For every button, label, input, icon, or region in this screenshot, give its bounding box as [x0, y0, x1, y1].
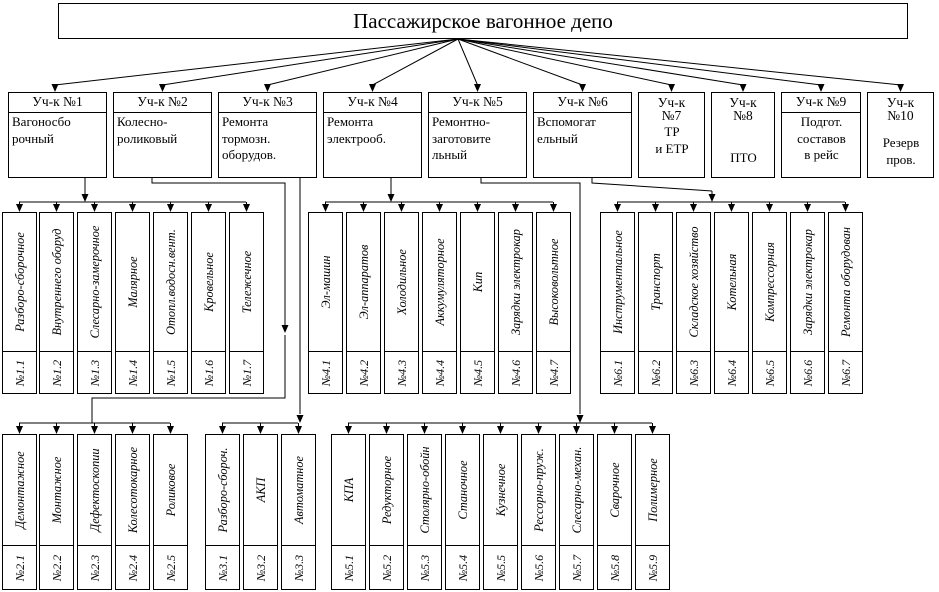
section-name-cell [78, 213, 111, 351]
unit-description: ПТО [730, 150, 757, 165]
section-name-cell [385, 213, 418, 351]
section-box-g2 [2, 434, 37, 590]
section-number-cell [244, 546, 277, 589]
arrow-head [535, 426, 542, 434]
section-box-g6 [600, 212, 635, 394]
unit-box-u8 [711, 92, 775, 178]
section-box-g4 [498, 212, 533, 394]
arrow-head [360, 204, 367, 212]
section-name: Кровельное [201, 252, 216, 312]
section-number: №1.6 [201, 359, 216, 386]
section-name: Ремонта оборудован [838, 226, 853, 338]
unit-box-u1 [8, 92, 107, 178]
section-number: №5.8 [607, 554, 622, 581]
section-number-cell [753, 352, 786, 393]
arrow-head [219, 426, 226, 434]
section-box-g5 [331, 434, 366, 590]
section-name: Компрессорная [762, 242, 777, 322]
section-box-g6 [638, 212, 673, 394]
section-name: Зарядки электрокар [508, 229, 523, 335]
unit-box-u5 [428, 92, 527, 178]
section-number: №5.1 [341, 554, 356, 581]
section-name: Колесотокарное [125, 446, 140, 534]
unit-divider [782, 112, 860, 113]
section-number-cell [446, 546, 479, 589]
section-name-cell [537, 213, 570, 351]
arrow-head [129, 204, 136, 212]
unit-label: Уч-к №8 [729, 95, 757, 123]
section-name-cell [192, 213, 225, 351]
section-number-cell [537, 352, 570, 393]
section-name-cell [154, 213, 187, 351]
arrow-head [52, 84, 59, 92]
section-number: №6.5 [762, 359, 777, 386]
section-number-cell [370, 546, 403, 589]
unit6-branch [592, 178, 712, 191]
section-number: №6.2 [648, 359, 663, 386]
section-name: Монтажное [49, 456, 64, 524]
section-number-cell [522, 546, 555, 589]
arrow-head [159, 84, 166, 92]
section-number: №4.5 [470, 359, 485, 386]
section-number: №5.6 [531, 554, 546, 581]
section-box-g3 [243, 434, 278, 590]
section-name-cell [677, 213, 710, 351]
arrow-head [82, 194, 89, 202]
section-name-cell [753, 213, 786, 351]
section-box-g1 [2, 212, 37, 394]
section-box-g4 [384, 212, 419, 394]
arrow-head [512, 204, 519, 212]
section-number-cell [461, 352, 494, 393]
section-number: №4.7 [546, 359, 561, 386]
arrow-head [91, 204, 98, 212]
section-number-cell [40, 352, 73, 393]
section-number: №1.5 [163, 359, 178, 386]
section-number: №4.2 [356, 359, 371, 386]
arrow-head [709, 194, 716, 202]
unit-description: Ремонта электрооб. [327, 114, 386, 146]
arrow-head [728, 204, 735, 212]
unit-label: Уч-к №3 [242, 94, 293, 109]
arrow-head [53, 204, 60, 212]
section-box-g1 [153, 212, 188, 394]
section-box-g1 [115, 212, 150, 394]
arrow-head [243, 204, 250, 212]
arrow-head [282, 325, 289, 333]
arrow-head [369, 84, 376, 92]
section-number-cell [192, 352, 225, 393]
section-number-cell [116, 352, 149, 393]
section-name: Дефектоскопии [87, 448, 102, 532]
arrow-head [766, 204, 773, 212]
section-number-cell [791, 352, 824, 393]
section-name-cell [639, 213, 672, 351]
section-name: Инструментальное [610, 230, 625, 334]
unit-divider [429, 112, 526, 113]
section-number: №6.3 [686, 359, 701, 386]
section-number: №5.2 [379, 554, 394, 581]
unit-divider [219, 112, 316, 113]
section-name-cell [230, 213, 263, 351]
arrow-head [842, 204, 849, 212]
unit-description: Резерв пров. [882, 135, 920, 167]
section-box-g6 [676, 212, 711, 394]
unit-label: Уч-к №5 [452, 94, 503, 109]
section-number-cell [560, 546, 593, 589]
section-name-cell [116, 213, 149, 351]
section-number: №6.1 [610, 359, 625, 386]
section-number-cell [829, 352, 862, 393]
section-box-g4 [422, 212, 457, 394]
section-name: Слесарно-замерочное [87, 225, 102, 339]
unit-label: Уч-к №7 [657, 95, 686, 123]
arrow-head [649, 426, 656, 434]
unit-label: Уч-к №2 [137, 94, 188, 109]
section-name-cell [636, 435, 669, 545]
arrow-head [16, 204, 23, 212]
unit-label: Уч-к №10 [886, 95, 915, 123]
section-name: Слесарно-механ. [569, 446, 584, 534]
unit-box-u3 [218, 92, 317, 178]
unit-description: Вагоносбо рочный [12, 114, 71, 146]
section-number-cell [3, 352, 36, 393]
arrow-head [91, 426, 98, 434]
section-name-cell [78, 435, 111, 545]
section-number: №4.3 [394, 359, 409, 386]
section-box-g6 [790, 212, 825, 394]
arrow-head [740, 84, 747, 92]
section-number-cell [639, 352, 672, 393]
arrow-head [579, 84, 586, 92]
section-number: №2.2 [49, 554, 64, 581]
section-box-g2 [77, 434, 112, 590]
section-name: Малярное [125, 256, 140, 308]
section-name-cell [791, 213, 824, 351]
section-name-cell [154, 435, 187, 545]
section-number: №4.6 [508, 359, 523, 386]
section-box-g2 [39, 434, 74, 590]
section-number: №1.4 [125, 359, 140, 386]
section-box-g5 [483, 434, 518, 590]
section-number-cell [78, 352, 111, 393]
section-box-g6 [714, 212, 749, 394]
unit-divider [9, 112, 106, 113]
unit-description: Колесно- роликовый [117, 114, 178, 146]
section-name-cell [3, 435, 36, 545]
section-name: Столярно-обойн [417, 446, 432, 534]
section-box-g2 [115, 434, 150, 590]
section-name-cell [332, 435, 365, 545]
unit-box-u4 [323, 92, 422, 178]
section-number: №1.7 [239, 359, 254, 386]
section-box-g1 [39, 212, 74, 394]
section-number: №1.2 [49, 359, 64, 386]
section-name-cell [408, 435, 441, 545]
arrow-head [474, 84, 481, 92]
section-box-g5 [559, 434, 594, 590]
arrow-head [690, 204, 697, 212]
arrow-head [257, 426, 264, 434]
section-number-cell [598, 546, 631, 589]
arrow-head [459, 426, 466, 434]
arrow-head [652, 204, 659, 212]
section-number-cell [636, 546, 669, 589]
section-name: Станочное [455, 460, 470, 520]
unit-box-u2 [113, 92, 212, 178]
depot-title: Пассажирское вагонное депо [353, 8, 613, 33]
section-name-cell [715, 213, 748, 351]
section-name: Тележечное [239, 250, 254, 314]
arrow-head [804, 204, 811, 212]
section-name-cell [282, 435, 315, 545]
arrow-head [297, 415, 304, 423]
section-box-g5 [635, 434, 670, 590]
arrow-head [577, 415, 584, 423]
section-name: Разборо-сбороч. [215, 447, 230, 533]
section-box-g1 [77, 212, 112, 394]
arrow-head [421, 426, 428, 434]
section-name-cell [347, 213, 380, 351]
section-box-g6 [752, 212, 787, 394]
section-number-cell [154, 352, 187, 393]
section-number-cell [499, 352, 532, 393]
section-number-cell [116, 546, 149, 589]
section-name: АКП [253, 477, 268, 503]
section-number-cell [677, 352, 710, 393]
section-name-cell [461, 213, 494, 351]
section-box-g4 [308, 212, 343, 394]
section-name-cell [829, 213, 862, 351]
section-number: №6.4 [724, 359, 739, 386]
section-name: Демонтажное [12, 451, 27, 529]
section-number: №1.1 [12, 359, 27, 386]
unit-label: Уч-к №1 [32, 94, 83, 109]
unit-description: ТР и ЕТР [655, 124, 689, 156]
section-name: Эл-аппаратов [356, 244, 371, 320]
section-number-cell [282, 546, 315, 589]
section-name-cell [560, 435, 593, 545]
arrow-head [167, 426, 174, 434]
section-name: Холодильное [394, 249, 409, 315]
section-number: №6.6 [800, 359, 815, 386]
arrow-head [53, 426, 60, 434]
section-number-cell [3, 546, 36, 589]
section-name-cell [3, 213, 36, 351]
section-number-cell [715, 352, 748, 393]
section-name: Складское хозяйство [686, 226, 701, 338]
section-number-cell [423, 352, 456, 393]
section-name: Зарядки электрокар [800, 229, 815, 335]
depot-title-box [58, 3, 908, 39]
arrow-head [668, 84, 675, 92]
arrow-head [497, 426, 504, 434]
section-name-cell [484, 435, 517, 545]
arrow-head [550, 204, 557, 212]
arrow-head [614, 204, 621, 212]
section-number-cell [206, 546, 239, 589]
section-number-cell [385, 352, 418, 393]
arrow-head [818, 84, 825, 92]
arrow-head [573, 426, 580, 434]
section-number: №6.7 [838, 359, 853, 386]
section-box-g5 [597, 434, 632, 590]
section-number: №2.5 [163, 554, 178, 581]
section-box-g5 [445, 434, 480, 590]
section-number-cell [230, 352, 263, 393]
section-name: Эл-машин [318, 255, 333, 309]
section-name-cell [423, 213, 456, 351]
section-name-cell [601, 213, 634, 351]
section-number-cell [484, 546, 517, 589]
arrow-head [398, 204, 405, 212]
title-to-unit-u3 [268, 39, 459, 85]
section-number: №5.3 [417, 554, 432, 581]
section-box-g4 [536, 212, 571, 394]
title-to-unit-u5 [458, 39, 478, 85]
section-box-g5 [369, 434, 404, 590]
section-box-g1 [191, 212, 226, 394]
arrow-head [383, 426, 390, 434]
section-box-g5 [521, 434, 556, 590]
arrow-head [264, 84, 271, 92]
section-number-cell [332, 546, 365, 589]
section-name: Высоковольтное [546, 238, 561, 326]
section-name-cell [40, 435, 73, 545]
section-name-cell [309, 213, 342, 351]
title-to-unit-u1 [55, 39, 458, 85]
section-name: Разборо-сборочное [12, 232, 27, 332]
section-number-cell [601, 352, 634, 393]
arrow-head [129, 426, 136, 434]
arrow-head [474, 204, 481, 212]
section-name-cell [522, 435, 555, 545]
section-box-g5 [407, 434, 442, 590]
section-number: №3.1 [215, 554, 230, 581]
unit-description: Подгот. составов в рейс [797, 114, 846, 162]
section-name-cell [499, 213, 532, 351]
section-name: Автоматное [291, 456, 306, 524]
arrow-head [295, 426, 302, 434]
section-name: Редукторное [379, 455, 394, 525]
unit-description: Ремонтно- заготовите льный [432, 114, 491, 162]
arrow-head [345, 426, 352, 434]
unit-box-u7 [638, 92, 705, 178]
section-name-cell [206, 435, 239, 545]
section-box-g1 [229, 212, 264, 394]
unit-divider [114, 112, 211, 113]
section-number-cell [78, 546, 111, 589]
section-box-g2 [153, 434, 188, 590]
section-name-cell [116, 435, 149, 545]
unit-description: Ремонта тормозн. оборудов. [222, 114, 277, 162]
title-to-unit-u2 [163, 39, 459, 85]
arrow-head [388, 194, 395, 202]
section-number: №3.2 [253, 554, 268, 581]
section-name: Сварочное [607, 462, 622, 518]
section-name: Транспорт [648, 253, 663, 311]
section-name-cell [40, 213, 73, 351]
section-name: Кип [470, 271, 485, 293]
section-name: Отопл.водосн.вент. [163, 229, 178, 335]
section-number: №5.4 [455, 554, 470, 581]
section-box-g3 [205, 434, 240, 590]
section-number: №2.4 [125, 554, 140, 581]
arrow-head [322, 204, 329, 212]
section-box-g3 [281, 434, 316, 590]
section-number-cell [347, 352, 380, 393]
section-name: Рессорно-пруж. [531, 448, 546, 532]
section-name-cell [598, 435, 631, 545]
section-name-cell [370, 435, 403, 545]
section-name: КПА [341, 477, 356, 503]
arrow-head [16, 426, 23, 434]
unit-divider [534, 112, 631, 113]
section-number-cell [154, 546, 187, 589]
section-number: №4.4 [432, 359, 447, 386]
title-to-unit-u10 [458, 39, 901, 85]
section-name: Внутреннего оборуд [49, 228, 64, 336]
section-name-cell [244, 435, 277, 545]
section-number: №4.1 [318, 359, 333, 386]
title-to-unit-u8 [458, 39, 743, 85]
section-box-g4 [346, 212, 381, 394]
section-number: №3.3 [291, 554, 306, 581]
section-number: №5.5 [493, 554, 508, 581]
unit-divider [324, 112, 421, 113]
arrow-head [611, 426, 618, 434]
arrow-head [436, 204, 443, 212]
section-name: Роликовое [163, 463, 178, 517]
section-number: №5.9 [645, 554, 660, 581]
section-number: №5.7 [569, 554, 584, 581]
unit-label: Уч-к №4 [347, 94, 398, 109]
section-box-g6 [828, 212, 863, 394]
section-name-cell [446, 435, 479, 545]
arrow-head [167, 204, 174, 212]
unit-description: Вспомогат ельный [537, 114, 596, 146]
unit-label: Уч-к №9 [795, 94, 847, 109]
section-box-g4 [460, 212, 495, 394]
section-number-cell [309, 352, 342, 393]
section-name: Полимерное [645, 458, 660, 522]
section-number: №1.3 [87, 359, 102, 386]
unit-box-u9 [781, 92, 861, 178]
unit-box-u6 [533, 92, 632, 178]
unit-label: Уч-к №6 [557, 94, 608, 109]
section-name: Аккумуляторное [432, 238, 447, 326]
section-number: №2.1 [12, 554, 27, 581]
section-number-cell [40, 546, 73, 589]
section-name: Котельная [724, 253, 739, 311]
arrow-head [205, 204, 212, 212]
section-number-cell [408, 546, 441, 589]
section-number: №2.3 [87, 554, 102, 581]
section-name: Кузнечное [493, 463, 508, 517]
unit-box-u10 [867, 92, 934, 178]
arrow-head [897, 84, 904, 92]
